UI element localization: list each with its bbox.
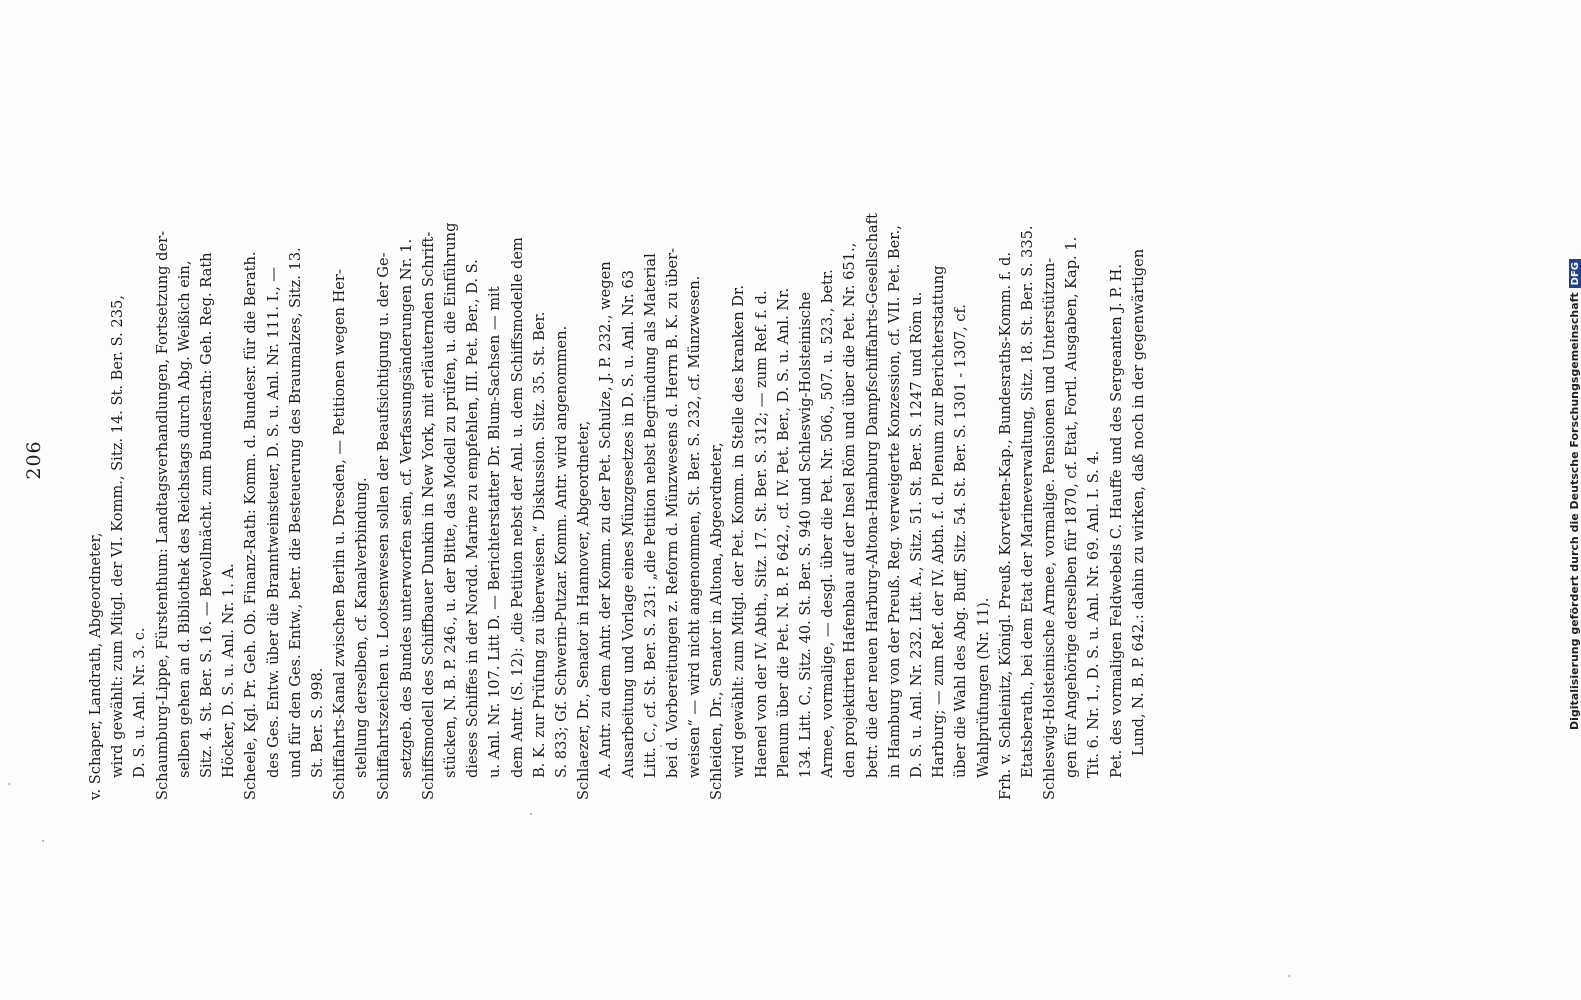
text-line: D. S. u. Anl. Nr. 3. c. — [131, 627, 149, 778]
scan-speck — [530, 813, 532, 815]
text-line: Lund, N. B. P. 642.: dahin zu wirken, daß noch in der gegenwärtigen — [1129, 248, 1147, 756]
scan-speck — [8, 783, 10, 785]
text-line: Sitz. 4. St. Ber. S. 16. — Bevollmächt. zum Bundesrath: Geh. Reg. Rath — [197, 252, 215, 778]
side-note-text — [1568, 10, 1581, 730]
text-line: D. S. u. Anl. Nr. 232. Litt. A., Sitz. 51. St. Ber. S. 1247 und Röm u. — [907, 291, 925, 778]
text-line: Schiffahrtszeichen u. Lootsenwesen sollen der Beaufsichtigung u. der Ge- — [375, 252, 393, 800]
text-line: 134. Litt. C., Sitz. 40. St. Ber. S. 940 und Schleswig-Holsteinische — [797, 292, 814, 778]
text-line: dem Antr. (S. 12): „die Petition nebst der Anl. u. dem Schiffsmodelle dem — [508, 237, 526, 778]
scan-speck — [42, 840, 44, 842]
text-line: des Ges. Entw. über die Branntweinsteuer, D. S. u. Anl. Nr. 111. I., — — [264, 267, 282, 778]
text-line: setzgeb. des Bundes unterworfen sein, cf. Verfassungsänderungen Nr. 1. — [397, 238, 415, 778]
text-line: wird gewählt: zum Mitgl. der Pet. Komm. in Stelle des kranken Dr. — [730, 285, 748, 778]
text-line: Schleswig-Holsteinische Armee, vormalige. Pensionen und Unterstützun- — [1041, 257, 1059, 800]
text-line: Pet. des vormaligen Feldwebels C. Hauffe und des Sergeanten J. P. H. — [1107, 264, 1125, 778]
text-line: S. 833; Gf. Schwerin-Putzar. Komm. Antr. wird angenommen. — [552, 325, 570, 778]
text-line: A. Antr. zu dem Antr. der Komm. zu der Pet. Schulze, J. P. 232., wegen — [597, 261, 615, 778]
text-line: über die Wahl des Abg. Buff, Sitz. 54. St. Ber. S. 1301 - 1307, cf. — [952, 304, 970, 778]
text-line: Ausarbeitung und Vorlage eines Münzgesetzes in D. S. u. Anl. Nr. 63 — [619, 270, 637, 778]
index-text-block — [85, 120, 1150, 800]
text-line: stücken, N. B. P. 246., u. der Bitte, das Modell zu prüfen, u. die Einführung — [442, 222, 459, 778]
text-line: Höcker, D. S. u. Anl. Nr. 1. A. — [220, 563, 238, 778]
text-line: Tit. 6. Nr. 1., D. S. u. Anl. Nr. 69. Anl. I. S. 4. — [1085, 450, 1103, 778]
text-line: Schaumburg-Lippe, Fürstenthum: Landtagsverhandlungen, Fortsetzung der- — [153, 230, 171, 800]
text-line: wird gewählt: zum Mitgl. der VI. Komm., Sitz. 14. St. Ber. S. 235, — [109, 295, 127, 778]
page-number: 206 — [23, 440, 45, 480]
text-line: Etatsberath., bei dem Etat der Marineverwaltung, Sitz. 18. St. Ber. S. 335. — [1018, 225, 1036, 778]
text-line: St. Ber. S. 998. — [308, 667, 326, 778]
text-line: in Hamburg von der Preuß. Reg. verweigerte Konzession, cf. VII. Pet. Ber., — [885, 225, 903, 778]
scan-speck — [660, 745, 662, 747]
text-line: stellung derselben, cf. Kanalverbindung. — [353, 477, 371, 778]
text-line: Litt. C., cf. St. Ber. S. 231: „die Petition nebst Begründung als Material — [641, 253, 659, 778]
text-line: bei d. Vorbereitungen z. Reform d. Münzwesens d. Herrn B. K. zu über- — [663, 247, 681, 778]
text-line: Plenum über die Pet. N. B. P. 642., cf. IV. Pet. Ber., D. S. u. Anl. Nr. — [774, 287, 792, 778]
side-note-label: Digitalisierung gefördert durch die Deutsche Forschungsgemeinschaft — [1568, 292, 1581, 730]
text-line: Harburg; — zum Ref. der IV. Abth. f. d. Plenum zur Berichterstattung — [930, 265, 948, 778]
text-line: v. Schaper, Landrath, Abgeordneter, — [87, 532, 104, 800]
digitization-side-note — [1548, 0, 1581, 1000]
text-line: gen für Angehörige derselben für 1870, cf. Etat, Fortl. Ausgaben, Kap. 1. — [1063, 236, 1081, 778]
scan-speck — [1288, 975, 1290, 977]
text-line: und für den Ges. Entw., betr. die Besteuerung des Braumalzes, Sitz. 13. — [286, 247, 304, 778]
text-line: Haenel von der IV. Abth., Sitz. 17. St. Ber. S. 312; — zum Ref. f. d. — [752, 290, 770, 778]
text-line: weisen“ — wird nicht angenommen, St. Ber. S. 232, cf. Münzwesen. — [686, 275, 704, 778]
text-line: Schiffsmodell des Schiffbauer Dunkin in New York, mit erläuternden Schrift- — [419, 231, 437, 800]
text-line: betr. die der neuen Harburg-Altona-Hamburg Dampfschiffahrts-Gesellschaft — [863, 213, 881, 778]
text-line: Frh. v. Schleinitz, Königl. Preuß. Korvetten-Kap., Bundesraths-Komm. f. d. — [996, 252, 1014, 800]
dfg-logo: DFG — [1569, 259, 1581, 288]
text-line: Scheele, Kgl. Pr. Geh. Ob. Finanz-Rath: Komm. d. Bundesr. für die Berath. — [242, 251, 260, 800]
text-line: B. K. zur Prüfung zu überweisen.“ Diskussion. Sitz. 35. St. Ber. — [530, 311, 548, 778]
text-line: Schiffahrts-Kanal zwischen Berlin u. Dresden, — Petitionen wegen Her- — [331, 269, 349, 800]
text-line: Wahlprüfungen (Nr. 11). — [974, 597, 992, 778]
text-line: selben gehen an d. Bibliothek des Reichstags durch Abg. Weißich ein, — [175, 260, 193, 778]
text-line: Schlaezer, Dr., Senator in Hannover, Abgeordneter, — [575, 420, 593, 800]
text-line: dieses Schiffes in der Nordd. Marine zu empfehlen, III. Pet. Ber., D. S. — [464, 259, 482, 778]
text-line: den projektirten Hafenbau auf der Insel Röm und über die Pet. Nr. 651., — [841, 242, 859, 778]
text-line: Schleiden, Dr., Senator in Altona, Abgeordneter, — [708, 442, 726, 800]
text-line: u. Anl. Nr. 107. Litt D. — Berichterstatter Dr. Blum-Sachsen — mit — [486, 286, 504, 778]
text-line: Armee, vormalige, — desgl. über die Pet. Nr. 506., 507. u. 523., betr. — [819, 269, 837, 778]
